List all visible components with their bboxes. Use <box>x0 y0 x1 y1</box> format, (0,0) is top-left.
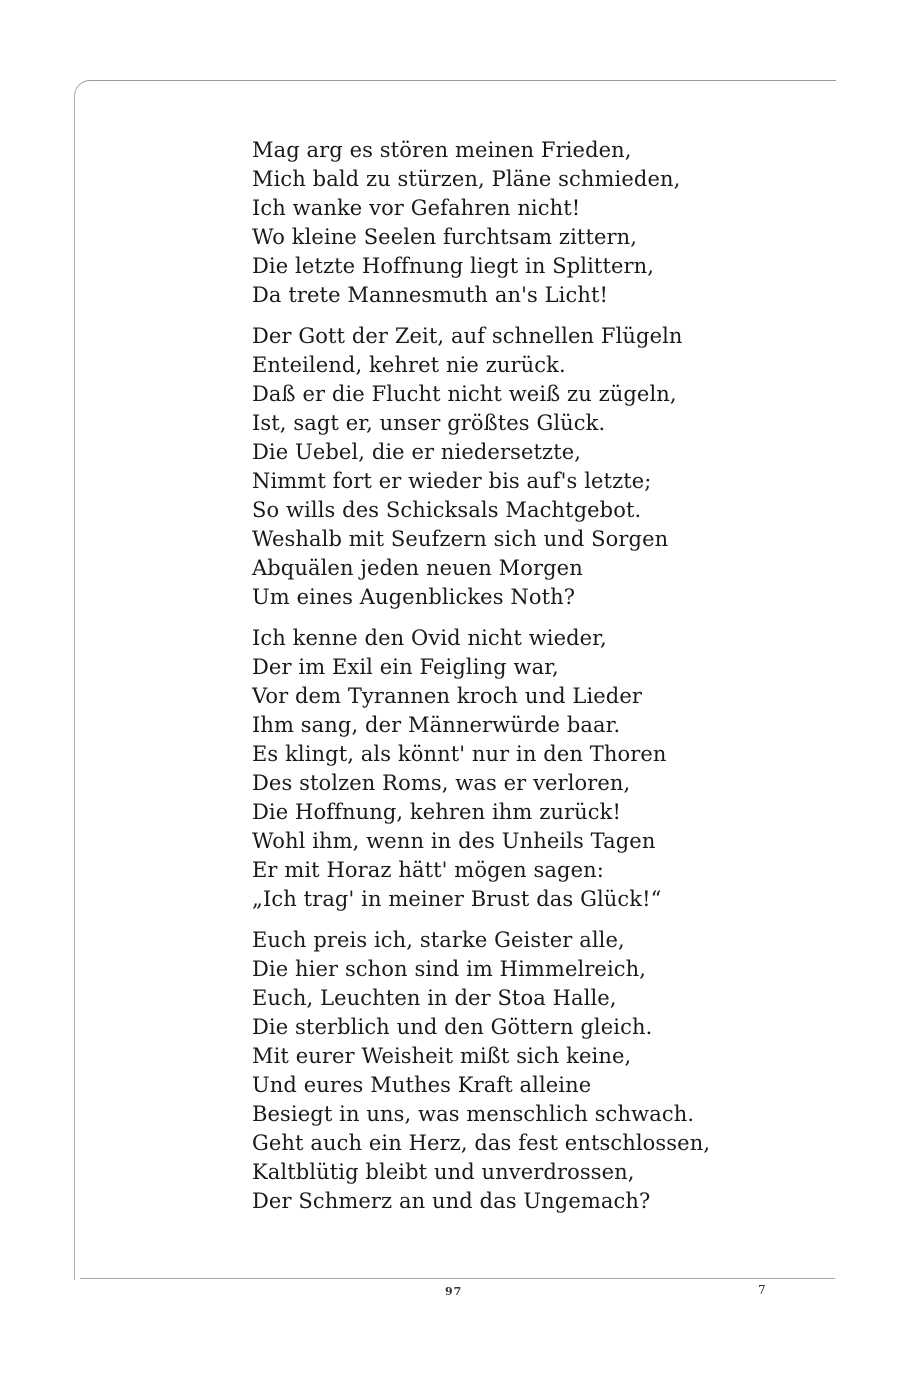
poem-line: Kaltblütig bleibt und unverdrossen, <box>252 1160 635 1184</box>
poem-line: Mag arg es stören meinen Frieden, <box>252 138 632 162</box>
poem-line: Da trete Mannesmuth an's Licht! <box>252 283 609 307</box>
poem-line: Besiegt in uns, was menschlich schwach. <box>252 1102 695 1126</box>
poem-line: Enteilend, kehret nie zurück. <box>252 353 566 377</box>
poem-line: Des stolzen Roms, was er verloren, <box>252 771 631 795</box>
poem-body <box>252 136 752 1228</box>
poem-line: Es klingt, als könnt' nur in den Thoren <box>252 742 667 766</box>
poem-line: „Ich trag' in meiner Brust das Glück!“ <box>252 887 662 911</box>
poem-line: Um eines Augenblickes Noth? <box>252 585 576 609</box>
poem-line: Ich wanke vor Gefahren nicht! <box>252 196 581 220</box>
poem-line: Die Hoffnung, kehren ihm zurück! <box>252 800 621 824</box>
poem-line: Der Schmerz an und das Ungemach? <box>252 1189 651 1213</box>
poem-line: Wohl ihm, wenn in des Unheils Tagen <box>252 829 656 853</box>
signature-mark: 7 <box>758 1283 766 1297</box>
stanza-3 <box>252 624 752 914</box>
poem-line: Daß er die Flucht nicht weiß zu zügeln, <box>252 382 677 406</box>
poem-line: Abquälen jeden neuen Morgen <box>252 556 583 580</box>
poem-line: Mich bald zu stürzen, Pläne schmieden, <box>252 167 681 191</box>
poem-line: So wills des Schicksals Machtgebot. <box>252 498 642 522</box>
stanza-2 <box>252 322 752 612</box>
poem-line: Der Gott der Zeit, auf schnellen Flügeln <box>252 324 683 348</box>
poem-line: Die sterblich und den Göttern gleich. <box>252 1015 653 1039</box>
poem-line: Wo kleine Seelen furchtsam zittern, <box>252 225 638 249</box>
page-bottom-rule <box>80 1278 835 1279</box>
poem-line: Nimmt fort er wieder bis auf's letzte; <box>252 469 652 493</box>
poem-line: Der im Exil ein Feigling war, <box>252 655 559 679</box>
poem-line: Die Uebel, die er niedersetzte, <box>252 440 582 464</box>
poem-line: Er mit Horaz hätt' mögen sagen: <box>252 858 604 882</box>
poem-line: Die letzte Hoffnung liegt in Splittern, <box>252 254 655 278</box>
poem-line: Und eures Muthes Kraft alleine <box>252 1073 592 1097</box>
poem-line: Ihm sang, der Männerwürde baar. <box>252 713 621 737</box>
poem-line: Vor dem Tyrannen kroch und Lieder <box>252 684 642 708</box>
poem-line: Ist, sagt er, unser größtes Glück. <box>252 411 606 435</box>
page-number: 97 <box>445 1285 463 1298</box>
stanza-1 <box>252 136 752 310</box>
stanza-4 <box>252 926 752 1216</box>
poem-line: Weshalb mit Seufzern sich und Sorgen <box>252 527 669 551</box>
poem-line: Ich kenne den Ovid nicht wieder, <box>252 626 607 650</box>
poem-line: Euch preis ich, starke Geister alle, <box>252 928 625 952</box>
poem-line: Euch, Leuchten in der Stoa Halle, <box>252 986 617 1010</box>
poem-line: Die hier schon sind im Himmelreich, <box>252 957 647 981</box>
poem-line: Geht auch ein Herz, das fest entschlossen, <box>252 1131 711 1155</box>
poem-line: Mit eurer Weisheit mißt sich keine, <box>252 1044 632 1068</box>
